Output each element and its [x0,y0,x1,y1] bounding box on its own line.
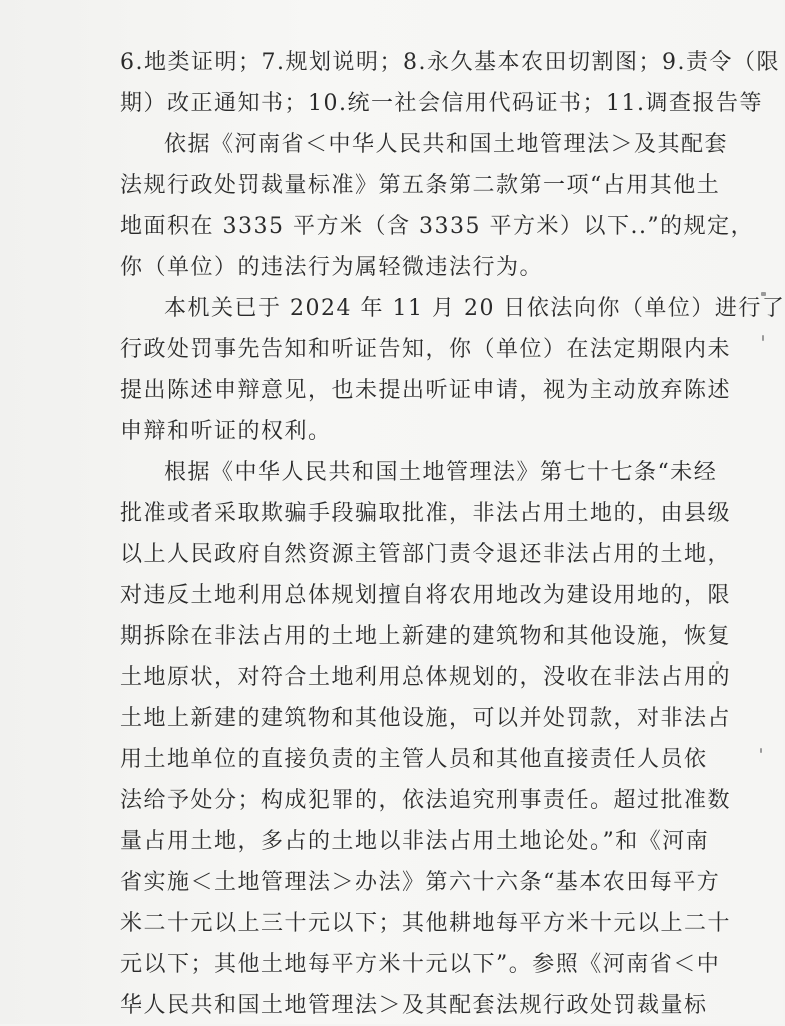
text-line: 米二十元以上三十元以下；其他耕地每平方米十元以上二十 [120,911,732,936]
text-line: 根据《中华人民共和国土地管理法》第七十七条“未经 [164,460,718,485]
scan-speck [762,335,764,341]
text-line: 你（单位）的违法行为属轻微违法行为。 [120,255,544,280]
text-line: 依据《河南省＜中华人民共和国土地管理法＞及其配套 [164,132,729,157]
paragraph [120,42,780,124]
text-line: 量占用土地，多占的土地以非法占用土地论处。”和《河南 [120,829,710,854]
paragraph [120,288,785,452]
text-line: 土地上新建的建筑物和其他设施，可以并处罚款，对非法占 [120,706,732,731]
text-line: 申辩和听证的权利。 [120,419,332,444]
text-line: 土地原状，对符合土地利用总体规划的，没收在非法占用的 [120,665,732,690]
text-line: 法规行政处罚裁量标准》第五条第二款第一项“占用其他土 [120,173,721,198]
text-line: 华人民共和国土地管理法＞及其配套法规行政处罚裁量标 [120,993,708,1018]
text-line: 用土地单位的直接负责的主管人员和其他直接责任人员依 [120,747,708,772]
text-line: 省实施＜土地管理法＞办法》第六十六条“基本农田每平方 [120,870,721,895]
scan-speck [761,292,766,296]
text-line: 提出陈述申辩意见，也未提出听证申请，视为主动放弃陈述 [120,378,732,403]
paragraph [120,452,732,1026]
text-line: 元以下；其他土地每平方米十元以下”。参照《河南省＜中 [120,952,721,977]
scan-speck [716,661,719,664]
scan-speck [760,748,762,753]
text-line: 以上人民政府自然资源主管部门责令退还非法占用的土地， [120,542,732,567]
text-line: 对违反土地利用总体规划擅自将农用地改为建设用地的，限 [120,583,732,608]
text-line: 地面积在 3335 平方米（含 3335 平方米）以下..”的规定， [120,214,755,239]
text-line: 期拆除在非法占用的土地上新建的建筑物和其他设施，恢复 [120,624,732,649]
text-line: 法给予处分；构成犯罪的，依法追究刑事责任。超过批准数 [120,788,732,813]
text-line: 批准或者采取欺骗手段骗取批准，非法占用土地的，由县级 [120,501,732,526]
text-line: 行政处罚事先告知和听证告知，你（单位）在法定期限内未 [120,337,732,362]
paragraph [120,124,755,288]
text-line: 6.地类证明；7.规划说明；8.永久基本农田切割图；9.责令（限 [120,50,780,75]
text-line: 期）改正通知书；10.统一社会信用代码证书；11.调查报告等 [120,91,763,116]
text-line: 本机关已于 2024 年 11 月 20 日依法向你（单位）进行了 [164,296,785,321]
document-body [120,42,785,1026]
